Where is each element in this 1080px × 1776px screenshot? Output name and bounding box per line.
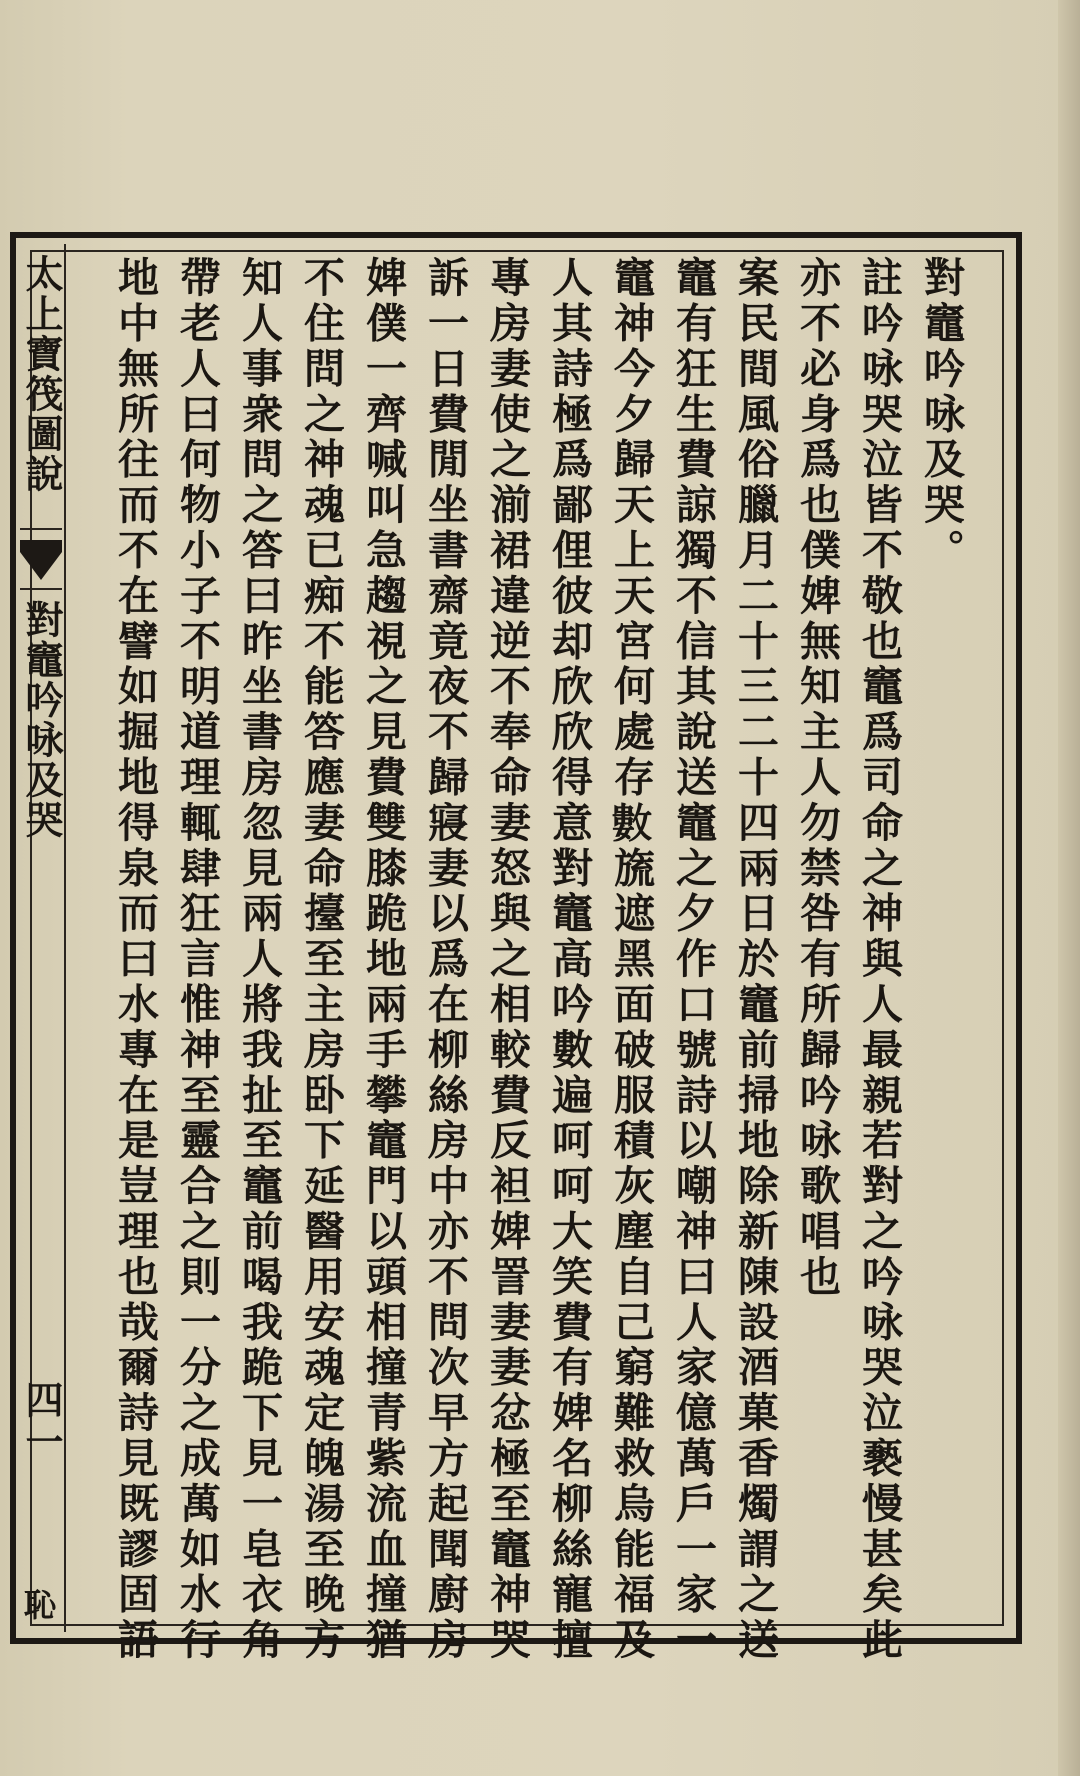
text-column-1: 對竈吟咏及哭。 [917,256,965,574]
text-column-9: 訴一日費閒坐書齋竟夜不歸寢妻以爲在柳絲房中亦不問次早方起聞廚房 [421,256,469,1664]
text-column-14: 地中無所往而不在譬如掘地得泉而曰水專在是豈理也哉爾詩見既謬固語 [111,256,159,1664]
text-column-10: 婢僕一齊喊叫急趨視之見費雙膝跪地兩手攀竈門以頭相撞青紫流血撞猶 [359,256,407,1664]
text-column-8: 專房妻使之湔裙違逆不奉命妻怒與之相較費反袒婢詈妻妻忿極至竈神哭 [483,256,531,1664]
text-column-6: 竈神今夕歸天上天宮何處存𢿙旒遮黑面破服積灰塵自己窮難救烏能福及 [607,256,655,1664]
text-column-2: 註吟咏哭泣皆不敬也竈爲司命之神與人最親若對之吟咏哭泣褻慢甚矣此 [855,256,903,1664]
margin-mark: 恥 [19,1588,57,1622]
fishtail-rule-bottom [20,588,62,590]
text-column-7: 人其詩極爲鄙俚彼却欣欣得意對竈高吟數遍呵呵大笑費有婢名柳絲寵擅 [545,256,593,1664]
margin-chapter-title: 對竈吟咏及哭 [19,600,64,840]
fishtail-rule-top [20,528,62,530]
margin-page-number: 四一 [19,1380,64,1464]
text-column-13: 帶老人曰何物小子不明道理輒肆狂言惟神至靈合之則一分之成萬如水行 [173,256,221,1664]
text-column-12: 知人事衆問之答曰昨坐書房忽見兩人將我扯至竈前喝我跪下見一皂衣角 [235,256,283,1664]
text-column-5: 竈有狂生費諒獨不信其說送竈之夕作口號詩以嘲神曰人家億萬戶一家一 [669,256,717,1664]
text-column-4: 案民間風俗臘月二十三二十四兩日於竈前掃地除新陳設酒菓香燭謂之送 [731,256,779,1664]
text-column-11: 不住問之神魂已痴不能答應妻命擡至主房卧下延醫用安魂定魄湯至晚方 [297,256,345,1664]
margin-book-title: 太上寶筏圖說 [19,254,64,494]
binding-shadow [1058,0,1080,1776]
text-column-3: 亦不必身爲也僕婢無知主人勿禁咎有所歸吟咏歌唱也 [793,256,841,1301]
